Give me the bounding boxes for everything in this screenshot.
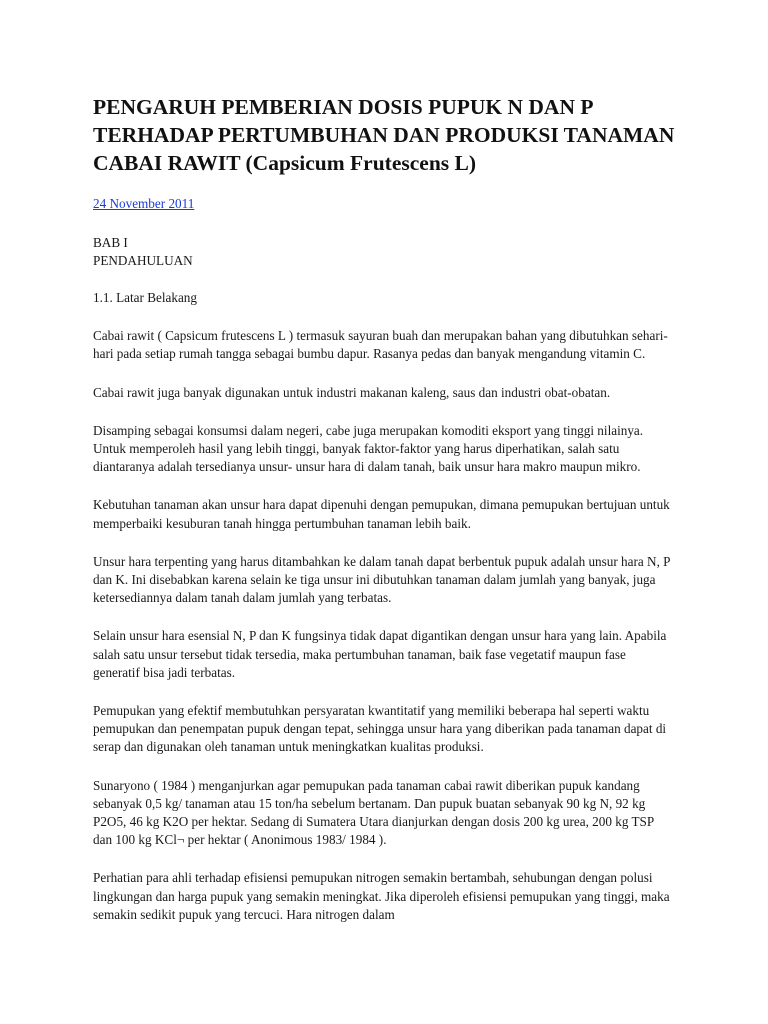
paragraph: Pemupukan yang efektif membutuhkan persyaratan kwantitatif yang memiliki beberapa hal seperti waktu pemupukan dan penempatan pupuk dengan tepat, sehingga unsur hara yang diberikan pada tanaman dapat di serap dan digunakan oleh tanaman untuk meningkatkan kualitas produksi. — [93, 703, 667, 755]
paragraph: Cabai rawit ( Capsicum frutescens L ) termasuk sayuran buah dan merupakan bahan yang dibutuhkan sehari- hari pada setiap rumah tangga sebagai bumbu dapur. Rasanya pedas dan banyak mengandung vitamin C. — [93, 328, 668, 362]
paragraph: Unsur hara terpenting yang harus ditambahkan ke dalam tanah dapat berbentuk pupuk adalah unsur hara N, P dan K. Ini disebabkan karena selain ke tiga unsur ini dibutuhkan tanaman dalam jumlah yang banyak, juga ketersediannya dalam tanah dalam jumlah yang terbatas. — [93, 553, 671, 606]
chapter-number: BAB I — [93, 235, 128, 250]
paragraph: Sunaryono ( 1984 ) menganjurkan agar pemupukan pada tanaman cabai rawit diberikan pupuk kandang sebanyak 0,5 kg/ tanaman atau 15 ton/ha sebelum bertanam. Dan pupuk buatan sebanyak 90 kg N, 92 kg P2O5, 46 kg K2O per hektar. Sedang di Sumatera Utara dianjurkan dengan dosis 200 kg urea, 200 kg TSP dan 100 kg KCl¬ per hektar ( Anonimous 1983/ 1984 ). — [93, 777, 654, 848]
section-heading: 1.1. Latar Belakang — [93, 290, 197, 305]
document-title: PENGARUH PEMBERIAN DOSIS PUPUK N DAN P TERHADAP PERTUMBUHAN DAN PRODUKSI TANAMAN CABAI RAWIT (Capsicum Frutescens L) — [93, 95, 675, 175]
post-date — [93, 195, 675, 213]
paragraph: Disamping sebagai konsumsi dalam negeri, cabe juga merupakan komoditi eksport yang tinggi nilainya. Untuk memperoleh hasil yang lebih tinggi, banyak faktor-faktor yang harus diperhatikan, salah satu diantaranya adalah tersedianya unsur- unsur hara di dalam tanah, baik unsur hara makro maupun mikro. — [93, 422, 644, 475]
paragraph: Cabai rawit juga banyak digunakan untuk industri makanan kaleng, saus dan industri obat-obatan. — [93, 384, 611, 400]
paragraph: Kebutuhan tanaman akan unsur hara dapat dipenuhi dengan pemupukan, dimana pemupukan bertujuan untuk memperbaiki kesuburan tanah hingga pertumbuhan tanaman lebih baik. — [93, 497, 670, 531]
chapter-title: PENDAHULUAN — [93, 253, 193, 268]
chapter-heading — [93, 234, 675, 270]
paragraph: Selain unsur hara esensial N, P dan K fungsinya tidak dapat digantikan dengan unsur hara yang lain. Apabila salah satu unsur tersebut tidak tersedia, maka pertumbuhan tanaman, baik fase vegetatif maupun fase generatif bisa jadi terbatas. — [93, 628, 667, 680]
paragraph: Perhatian para ahli terhadap efisiensi pemupukan nitrogen semakin bertambah, sehubungan dengan polusi lingkungan dan harga pupuk yang semakin meningkat. Jika diperoleh efisiensi pemupukan yang tinggi, maka semakin sedikit pupuk yang tercuci. Hara nitrogen dalam — [93, 870, 670, 922]
date-link[interactable]: 24 November 2011 — [93, 196, 195, 211]
